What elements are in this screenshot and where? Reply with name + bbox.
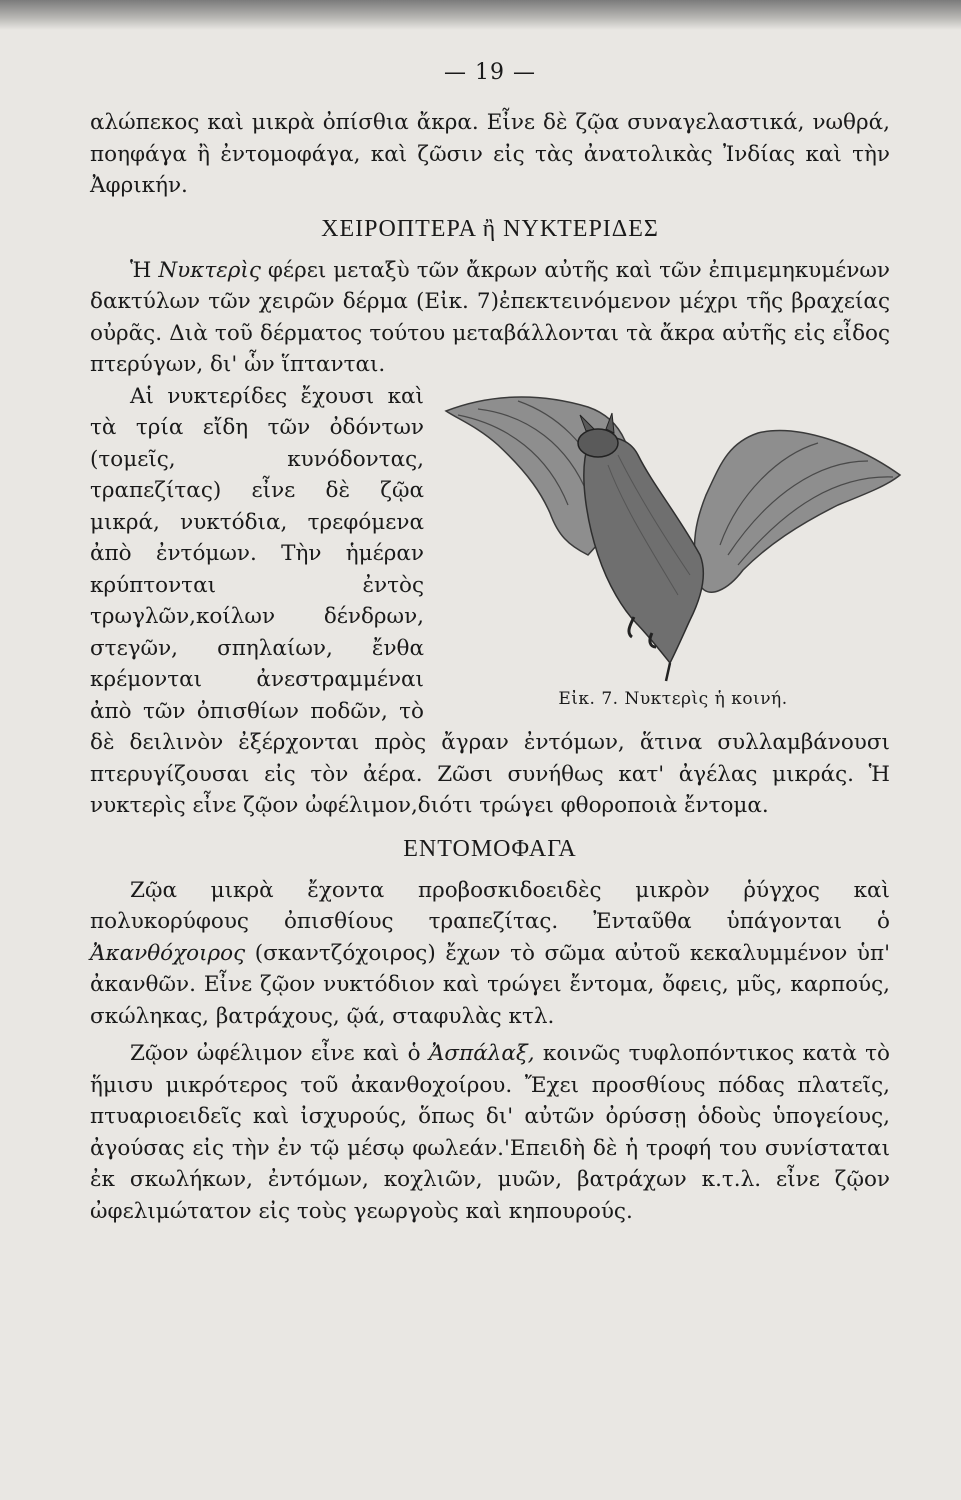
bat-body [584,437,703,662]
bat-illustration [438,385,908,685]
p4-rest: (σκαντζόχοιρος) ἔχων τὸ σῶμα αὐτοῦ κεκαλυμμένον ὑπ' ἀκανθῶν. Εἶνε ζῷον νυκτόδιον καὶ τρώγει ἔντομα, ὄφεις, μῦς, καρπούς, σκώληκας, βατράχους, ῷά, σταφυλὰς κτλ. [90,940,890,1029]
p5-start: Ζῷον ὠφέλιμον εἶνε καὶ ὁ [130,1041,421,1066]
bat-right-wing [694,430,900,592]
paragraph-bat-description [90,255,890,381]
book-top-edge [0,0,961,30]
paragraph-hedgehog [90,875,890,1033]
p5-rest: κοινῶς τυφλοπόντικος κατὰ τὸ ἥμισυ μικρότερος τοῦ ἀκανθοχοίρου. Ἔχει προσθίους πόδας πλατεῖς, πτυαριοειδεῖς καὶ ἰσχυρούς, ὅπως δι' αὐτῶν ὀρύσσῃ ὁδοὺς ὑπογείους, ἀγούσας εἰς τὴν ἐν τῷ μέσῳ φωλεάν.'Επειδὴ δὲ ἡ τροφή του συνίσταται ἐκ σκωλήκων, ἐντόμων, κοχλιῶν, μυῶν, βατράχων κ.τ.λ. εἶνε ζῷον ὠφελιμώτατον εἰς τοὺς γεωργοὺς καὶ κηπουρούς. [90,1041,890,1224]
term-akanthochoiros: Ἀκανθόχοιρος [90,940,246,966]
book-page [90,60,890,1480]
paragraph-mole [90,1038,890,1227]
p2-start: Ἡ [130,257,152,283]
heading-chiroptera: ΧΕΙΡΟΠΤΕΡΑ ἢ ΝΥΚΤΕΡΙΔΕΣ [321,215,659,242]
bat-figure [438,385,908,709]
figure-caption: Εἰκ. 7. Νυκτερὶς ἡ κοινή. [558,688,788,709]
bat-head [578,429,618,457]
p4-start: Ζῷα μικρὰ ἔχοντα προβοσκιδοειδὲς μικρὸν ῥύγχος καὶ πολυκορύφους ὀπισθίους τραπεζίτας. Ἐνταῦθα ὑπάγονται ὁ [90,877,890,934]
heading-insectivora: ΕΝΤΟΜΟΦΑΓΑ [403,835,577,862]
p2-rest: φέρει μεταξὺ τῶν ἄκρων αὐτῆς καὶ τῶν ἐπιμεμηκυμένων δακτύλων τῶν χειρῶν δέρμα (Εἰκ. 7)ἐπεκτεινόμενον μέχρι τῆς βραχείας οὐρᾶς. Διὰ τοῦ δέρματος τούτου μεταβάλλονται τὰ ἄκρα αὐτῆς εἰς εἶδος πτερύγων, δι' ὧν ἵπτανται. [90,257,890,377]
paragraph-bat-habits: Αἱ νυκτερίδες ἔχουσι καὶ τὰ τρία εἴδη τῶν ὀδόντων (τομεῖς, κυνόδοντας, τραπεζίτας) εἶνε δὲ ζῷα μικρά, νυκτόδια, τρεφόμενα ἀπὸ ἐντόμων. Τὴν ἡμέραν κρύπτονται ἐντὸς τρωγλῶν,κοίλων δένδρων, στεγῶν, σπηλαίων, ἔνθα κρέμονται ἀνεστραμμέναι ἀπὸ τῶν ὀπισθίων ποδῶν, τὸ δὲ δειλινὸν ἐξέρχονται πρὸς ἄγραν ἐντόμων, ἅτινα συλλαμβάνουσι πτερυγίζουσαι εἰς τὸν ἀέρα. Ζῶσι συνήθως κατ' ἀγέλας μικράς. Ἡ νυκτερὶς εἶνε ζῷον ὠφέλιμον,διότι τρώγει φθοροποιὰ ἔντομα. [90,383,890,818]
page-number: — 19 — [444,60,536,85]
term-aspalax: Ἀσπάλαξ, [428,1041,535,1066]
term-nykteris: Νυκτερὶς [158,257,261,283]
paragraph-continuation: αλώπεκος καὶ μικρὰ ὀπίσθια ἄκρα. Εἶνε δὲ ζῷα συναγελαστικά, νωθρά, ποηφάγα ἢ ἐντομοφάγα, καὶ ζῶσιν εἰς τὰς ἀνατολικὰς Ἰνδίας καὶ τὴν Ἀφρικήν. [90,110,890,198]
